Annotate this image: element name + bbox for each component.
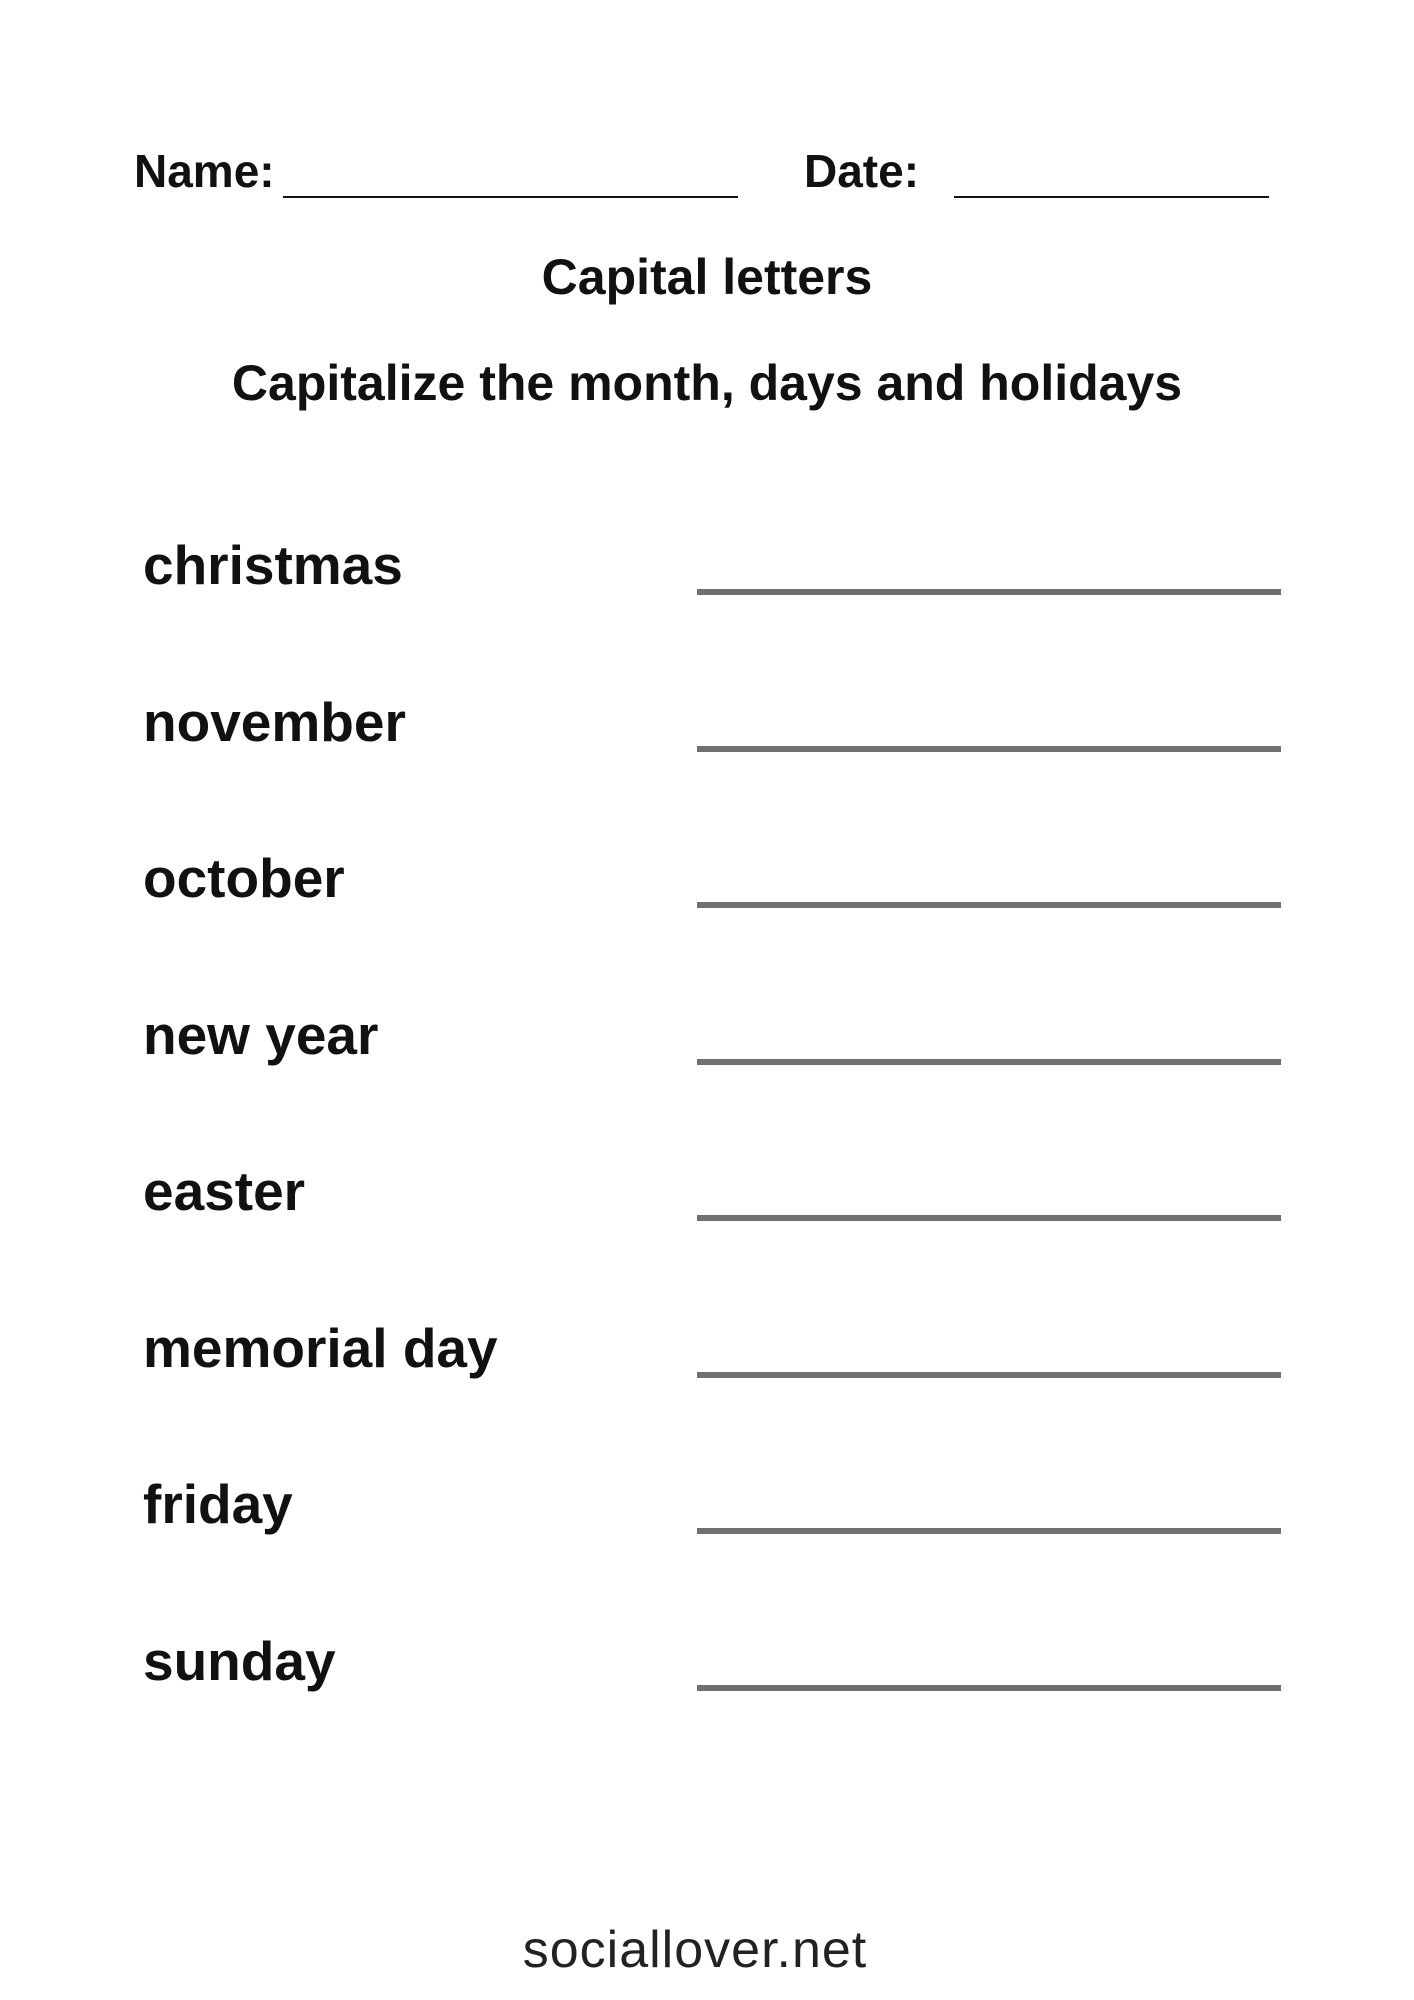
exercise-word: new year bbox=[143, 1003, 379, 1066]
footer-website: sociallover.net bbox=[522, 1921, 868, 1979]
exercise-row bbox=[0, 525, 1414, 682]
header-row bbox=[0, 140, 1414, 200]
name-label: Name: bbox=[134, 145, 275, 197]
answer-line[interactable] bbox=[697, 1685, 1281, 1691]
answer-line[interactable] bbox=[697, 1215, 1281, 1221]
exercise-row bbox=[0, 1464, 1414, 1621]
exercise-row bbox=[0, 1151, 1414, 1308]
answer-line[interactable] bbox=[697, 1372, 1281, 1378]
exercise-row bbox=[0, 682, 1414, 839]
exercise-word: october bbox=[143, 847, 345, 909]
exercise-word: christmas bbox=[143, 534, 403, 596]
exercise-row bbox=[0, 1308, 1414, 1465]
answer-line[interactable] bbox=[697, 1059, 1281, 1065]
exercise-word: easter bbox=[143, 1160, 306, 1222]
answer-line[interactable] bbox=[697, 589, 1281, 595]
name-field-line[interactable] bbox=[283, 196, 738, 198]
exercise-word: sunday bbox=[143, 1629, 336, 1692]
exercise-row bbox=[0, 995, 1414, 1152]
answer-line[interactable] bbox=[697, 746, 1281, 752]
answer-line[interactable] bbox=[697, 1528, 1281, 1534]
worksheet-title: Capital letters bbox=[541, 249, 873, 305]
exercise-list bbox=[0, 525, 1414, 1777]
exercise-word: friday bbox=[143, 1473, 293, 1535]
exercise-word: memorial day bbox=[143, 1316, 498, 1379]
date-label: Date: bbox=[804, 145, 920, 197]
answer-line[interactable] bbox=[697, 902, 1281, 908]
exercise-word: november bbox=[143, 690, 406, 753]
date-field-line[interactable] bbox=[954, 196, 1269, 198]
exercise-row bbox=[0, 1621, 1414, 1778]
worksheet-instruction: Capitalize the month, days and holidays bbox=[231, 355, 1183, 411]
exercise-row bbox=[0, 838, 1414, 995]
